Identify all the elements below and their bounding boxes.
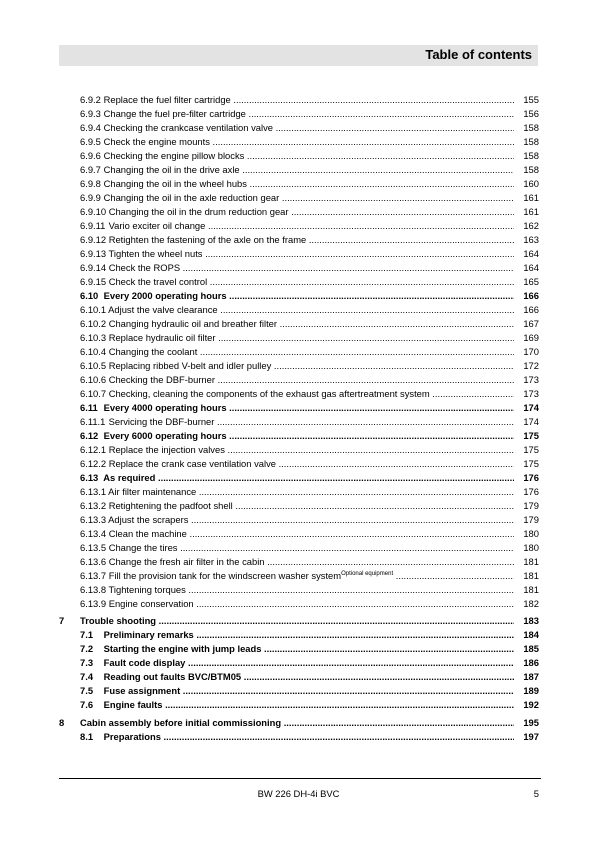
toc-entry-title (80, 485, 514, 499)
toc-section-text: Replace the crank case ventilation valve (108, 458, 276, 469)
toc-section-text: Change the fresh air filter in the cabin (108, 556, 265, 567)
toc-entry[interactable] (0, 670, 597, 684)
toc-page-number: 165 (523, 276, 539, 287)
toc-section-text: Checking the crankcase ventilation valve (103, 122, 273, 133)
toc-section-number: 6.10.7 (80, 388, 107, 399)
toc-section-text: Preliminary remarks (103, 629, 194, 641)
toc-page-number: 158 (523, 164, 539, 175)
toc-page-number: 181 (523, 556, 539, 567)
toc-entry-title (80, 499, 514, 513)
toc-section-number: 6.10.3 (80, 332, 107, 343)
toc-entry-title (80, 583, 514, 597)
toc-section-text: Adjust the valve clearance (108, 304, 218, 315)
toc-page-number: 175 (523, 458, 539, 469)
toc-section-text: Engine conservation (108, 598, 194, 609)
toc-entry[interactable] (0, 121, 597, 135)
toc-section-number: 6.9.4 (80, 122, 101, 133)
toc-entry[interactable] (0, 471, 597, 485)
toc-page-number: 185 (523, 643, 539, 655)
toc-section-text: Change the tires (108, 542, 178, 553)
toc-section-text: Checking, cleaning the components of the exhaust gas aftertreatment system (108, 388, 430, 399)
toc-entry-title (80, 359, 514, 373)
toc-page-number: 195 (523, 716, 539, 728)
toc-page-number: 180 (523, 528, 539, 539)
toc-entry[interactable] (0, 289, 597, 303)
toc-section-number: 8.1 (80, 730, 94, 742)
toc-section-text: Replace hydraulic oil filter (108, 332, 216, 343)
toc-section-number: 6.10.4 (80, 346, 107, 357)
toc-page-number: 158 (523, 136, 539, 147)
toc-entry[interactable] (0, 401, 597, 415)
toc-chapter-number: 8 (59, 716, 65, 728)
toc-entry[interactable] (0, 513, 597, 527)
toc-entry[interactable] (0, 387, 597, 401)
toc-entry-title (80, 121, 514, 135)
toc-section-number: 6.13.3 (80, 514, 107, 525)
toc-page-number: 173 (523, 374, 539, 385)
toc-entry[interactable] (0, 614, 597, 628)
toc-section-number: 6.10.2 (80, 318, 107, 329)
toc-section-text: Clean the machine (108, 528, 187, 539)
toc-section-number: 6.13.8 (80, 584, 107, 595)
toc-entry-title (80, 443, 514, 457)
toc-entry-title (80, 289, 514, 303)
toc-section-number: 6.10.5 (80, 360, 107, 371)
toc-section-text: As required (103, 472, 156, 483)
footer-page-number: 5 (533, 788, 539, 799)
toc-page-number: 170 (523, 346, 539, 357)
toc-entry[interactable] (0, 261, 597, 275)
toc-entry[interactable] (0, 177, 597, 191)
toc-entry-title (80, 628, 514, 642)
toc-entry-title (80, 93, 514, 107)
toc-entry-title (80, 555, 514, 569)
toc-entry-title (80, 205, 514, 219)
toc-entry-title (80, 177, 514, 191)
toc-entry[interactable] (0, 317, 597, 331)
toc-section-text: Every 6000 operating hours (103, 430, 227, 441)
toc-section-number: 6.9.5 (80, 136, 101, 147)
toc-page-number: 192 (523, 699, 539, 711)
toc-entry-title (80, 149, 514, 163)
toc-section-number: 6.12 (80, 430, 99, 441)
toc-section-number: 7.4 (80, 671, 94, 683)
toc-page-number: 181 (523, 570, 539, 581)
toc-entry-title (80, 135, 514, 149)
toc-section-text: Vario exciter oil change (108, 220, 206, 231)
toc-entry-title (80, 191, 514, 205)
toc-entry-title (80, 614, 514, 628)
toc-entry-title (80, 569, 514, 583)
toc-entry-title (80, 415, 514, 429)
toc-entry[interactable] (0, 583, 597, 597)
toc-section-text: Check the engine mounts (103, 136, 210, 147)
toc-page-number: 172 (523, 360, 539, 371)
toc-section-text: Every 2000 operating hours (103, 290, 227, 301)
toc-entry-title (80, 471, 514, 485)
optional-equipment-note: Optional equipment (341, 571, 394, 577)
toc-section-text: Checking the DBF-burner (108, 374, 215, 385)
toc-entry[interactable] (0, 541, 597, 555)
toc-entry-title (80, 261, 514, 275)
toc-section-number: 6.13.4 (80, 528, 107, 539)
header-bar (59, 45, 538, 66)
toc-page-number: 162 (523, 220, 539, 231)
toc-entry[interactable] (0, 656, 597, 670)
toc-section-text: Tighten the wheel nuts (108, 248, 203, 259)
toc-section-text: Adjust the scrapers (108, 514, 189, 525)
toc-page-number: 187 (523, 671, 539, 683)
toc-entry[interactable] (0, 275, 597, 289)
toc-entry[interactable] (0, 628, 597, 642)
toc-section-number: 6.10.1 (80, 304, 107, 315)
toc-entry-title (80, 527, 514, 541)
toc-entry[interactable] (0, 93, 597, 107)
toc-section-number: 6.13 (80, 472, 99, 483)
toc-section-number: 6.11 (80, 402, 98, 413)
toc-entry-title (80, 513, 514, 527)
toc-page-number: 197 (523, 730, 539, 742)
toc-entry-title (80, 387, 514, 401)
toc-section-text: Reading out faults BVC/BTM05 (103, 671, 242, 683)
toc-entry[interactable] (0, 163, 597, 177)
toc-entry-title (80, 373, 514, 387)
toc-entry[interactable] (0, 303, 597, 317)
toc-page-number: 183 (523, 615, 539, 627)
toc-entry[interactable] (0, 247, 597, 261)
toc-page-number: 161 (523, 192, 539, 203)
toc-page-number: 161 (523, 206, 539, 217)
toc-entry-title (80, 642, 514, 656)
toc-section-number: 6.13.1 (80, 486, 107, 497)
toc-section-text: Changing the oil in the drum reduction gear (108, 206, 289, 217)
toc-page-number: 166 (523, 304, 539, 315)
toc-section-text: Changing the oil in the drive axle (103, 164, 240, 175)
toc-entry[interactable] (0, 684, 597, 698)
toc-entry[interactable] (0, 597, 597, 611)
toc-section-number: 6.9.7 (80, 164, 101, 175)
toc-entry-title (80, 247, 514, 261)
toc-entry-title (80, 163, 514, 177)
toc-page-number: 186 (523, 657, 539, 669)
toc-section-number: 6.9.10 (80, 206, 107, 217)
toc-section-text: Every 4000 operating hours (103, 402, 227, 413)
toc-page-number: 173 (523, 388, 539, 399)
toc-page-number: 176 (523, 486, 539, 497)
toc-section-number: 6.12.2 (80, 458, 107, 469)
toc-entry-title (80, 684, 514, 698)
toc-entry-title (80, 457, 514, 471)
toc-section-number: 6.12.1 (80, 444, 107, 455)
toc-entry[interactable] (0, 107, 597, 121)
toc-section-number: 6.11.1 (80, 416, 106, 427)
toc-page-number: 155 (523, 94, 539, 105)
toc-page-number: 174 (523, 416, 539, 427)
toc-section-text: Fault code display (103, 657, 186, 669)
footer-model: BW 226 DH-4i BVC (257, 788, 340, 799)
toc-entry[interactable] (0, 642, 597, 656)
toc-section-number: 6.9.9 (80, 192, 101, 203)
toc-entry-title (80, 670, 514, 684)
toc-entry-title (80, 698, 514, 712)
toc-entry[interactable] (0, 415, 597, 429)
toc-section-number: 6.13.9 (80, 598, 107, 609)
toc-entry[interactable] (0, 485, 597, 499)
toc-page-number: 174 (523, 402, 539, 413)
toc-section-number: 7.2 (80, 643, 94, 655)
toc-page-number: 179 (523, 500, 539, 511)
toc-section-number: 6.9.11 (80, 220, 106, 231)
toc-section-text: Replacing ribbed V-belt and idler pulley (108, 360, 272, 371)
toc-page-number: 181 (523, 584, 539, 595)
toc-entry-title (80, 597, 514, 611)
toc-section-text: Air filter maintenance (108, 486, 197, 497)
toc-entry[interactable] (0, 716, 597, 730)
toc-section-text: Preparations (103, 730, 161, 742)
toc-page-number: 189 (523, 685, 539, 697)
toc-entry[interactable] (0, 429, 597, 443)
table-of-contents (0, 93, 597, 744)
toc-section-text: Changing hydraulic oil and breather filter (108, 318, 278, 329)
toc-entry-title (80, 275, 514, 289)
toc-section-number: 6.9.14 (80, 262, 107, 273)
toc-entry-title (80, 345, 514, 359)
toc-entry-title (80, 656, 514, 670)
toc-section-text: Changing the oil in the wheel hubs (103, 178, 247, 189)
toc-entry[interactable] (0, 373, 597, 387)
toc-entry[interactable] (0, 331, 597, 345)
toc-entry[interactable] (0, 499, 597, 513)
toc-section-text: Fill the provision tank for the windscreen washer system (108, 570, 342, 581)
footer-divider (59, 778, 541, 779)
toc-entry[interactable] (0, 457, 597, 471)
toc-page-number: 164 (523, 262, 539, 273)
toc-entry[interactable] (0, 359, 597, 373)
toc-page-number: 169 (523, 332, 539, 343)
toc-page-number: 175 (523, 430, 539, 441)
toc-section-number: 6.9.12 (80, 234, 107, 245)
toc-section-number: 7.5 (80, 685, 94, 697)
toc-page-number: 166 (523, 290, 539, 301)
toc-section-number: 6.13.5 (80, 542, 107, 553)
toc-section-number: 6.9.13 (80, 248, 107, 259)
toc-page-number: 160 (523, 178, 539, 189)
toc-entry-title (80, 541, 514, 555)
toc-section-number: 7.3 (80, 657, 94, 669)
toc-section-text: Changing the coolant (108, 346, 198, 357)
toc-section-text: Engine faults (103, 699, 163, 711)
toc-page-number: 163 (523, 234, 539, 245)
toc-section-text: Replace the fuel filter cartridge (103, 94, 231, 105)
toc-page-number: 158 (523, 150, 539, 161)
toc-page-number: 182 (523, 598, 539, 609)
toc-page-number: 158 (523, 122, 539, 133)
toc-section-text: Starting the engine with jump leads (103, 643, 262, 655)
toc-section-text: Fuse assignment (103, 685, 181, 697)
toc-section-number: 6.13.6 (80, 556, 107, 567)
toc-section-text: Retightening the padfoot shell (108, 500, 233, 511)
toc-section-number: 7.1 (80, 629, 94, 641)
toc-entry[interactable] (0, 730, 597, 744)
toc-page-number: 179 (523, 514, 539, 525)
toc-page-number: 180 (523, 542, 539, 553)
toc-entry[interactable] (0, 698, 597, 712)
toc-entry[interactable] (0, 527, 597, 541)
toc-page-number: 164 (523, 248, 539, 259)
toc-entry-title (80, 107, 514, 121)
toc-section-text: Check the travel control (108, 276, 208, 287)
toc-entry[interactable] (0, 191, 597, 205)
toc-entry-title (80, 219, 514, 233)
toc-section-number: 6.10 (80, 290, 99, 301)
toc-section-number: 7.6 (80, 699, 94, 711)
toc-entry-title (80, 716, 514, 730)
toc-entry-title (80, 730, 514, 744)
toc-section-number: 6.9.8 (80, 178, 101, 189)
toc-page-number: 156 (523, 108, 539, 119)
toc-entry[interactable] (0, 443, 597, 457)
toc-entry[interactable] (0, 149, 597, 163)
toc-entry-title (80, 429, 514, 443)
toc-section-text: Checking the engine pillow blocks (103, 150, 245, 161)
toc-section-text: Check the ROPS (108, 262, 181, 273)
toc-entry-title (80, 233, 514, 247)
toc-page-number: 175 (523, 444, 539, 455)
toc-entry-title (80, 401, 514, 415)
toc-section-text: Servicing the DBF-burner (108, 416, 215, 427)
toc-section-number: 6.10.6 (80, 374, 107, 385)
toc-section-text: Tightening torques (108, 584, 186, 595)
toc-section-text: Cabin assembly before initial commissioning (80, 716, 282, 728)
toc-page-number: 176 (523, 472, 539, 483)
toc-entry[interactable] (0, 205, 597, 219)
toc-entry[interactable] (0, 219, 597, 233)
toc-entry[interactable] (0, 233, 597, 247)
toc-section-text: Changing the oil in the axle reduction gear (103, 192, 280, 203)
toc-page-number: 167 (523, 318, 539, 329)
toc-section-text: Retighten the fastening of the axle on the frame (108, 234, 307, 245)
toc-entry-title (80, 317, 514, 331)
toc-entry-title (80, 331, 514, 345)
toc-section-text: Trouble shooting (80, 615, 157, 627)
toc-section-text: Change the fuel pre-filter cartridge (103, 108, 246, 119)
toc-chapter-number: 7 (59, 615, 65, 627)
toc-section-text: Replace the injection valves (108, 444, 225, 455)
toc-section-number: 6.9.15 (80, 276, 107, 287)
toc-section-number: 6.13.7 (80, 570, 107, 581)
toc-section-number: 6.9.6 (80, 150, 101, 161)
toc-section-number: 6.9.2 (80, 94, 101, 105)
toc-section-number: 6.13.2 (80, 500, 107, 511)
toc-page-number: 184 (523, 629, 539, 641)
toc-entry-title (80, 303, 514, 317)
toc-section-number: 6.9.3 (80, 108, 101, 119)
toc-entry[interactable] (0, 345, 597, 359)
toc-entry[interactable] (0, 555, 597, 569)
toc-entry[interactable] (0, 135, 597, 149)
toc-entry[interactable] (0, 569, 597, 583)
page-title: Table of contents (425, 47, 532, 62)
